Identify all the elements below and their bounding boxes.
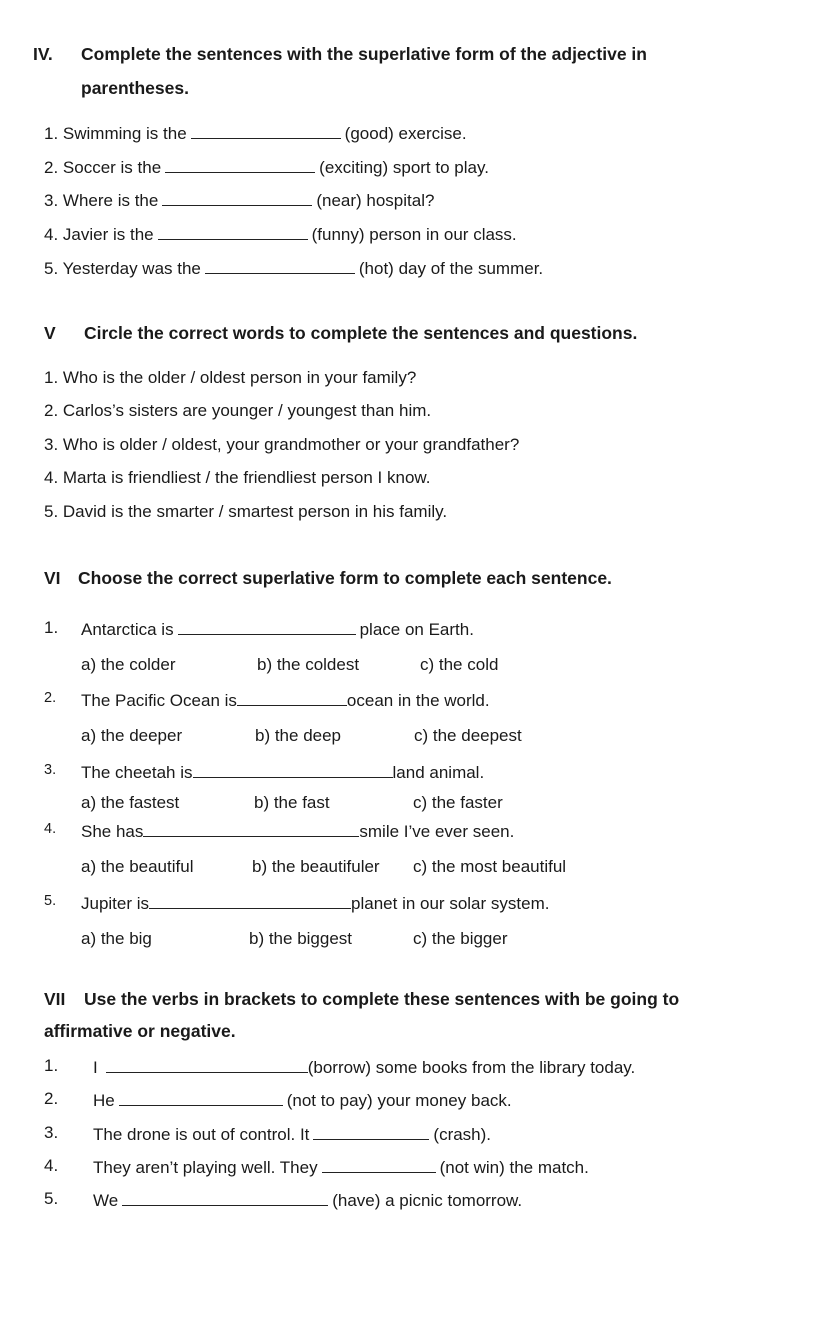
s6-item-1-option-c[interactable]: c) the cold [420,655,499,674]
s4-item-4-blank[interactable] [158,223,308,240]
s6-item-2-option-b[interactable]: b) the deep [255,726,342,745]
section-7-number: VII [44,989,66,1009]
s6-item-5-option-c[interactable]: c) the bigger [413,929,508,948]
s7-item-3 [93,1123,491,1145]
s4-item-5-post: (hot) day of the summer. [358,259,544,278]
s5-item-5: 5. David is the smarter / smartest person in his family. [44,502,448,521]
s7-item-1-post: (borrow) some books from the library today. [307,1058,636,1077]
s4-item-1-pre: 1. Swimming is the [44,124,187,143]
section-6-number: VI [44,568,61,588]
s7-item-3-pre: The drone is out of control. It [93,1125,310,1144]
s4-item-3-pre: 3. Where is the [44,191,159,210]
s4-item-5-pre: 5. Yesterday was the [44,259,201,278]
s7-item-5-pre: We [93,1191,119,1210]
s5-item-3: 3. Who is older / oldest, your grandmother or your grandfather? [44,435,520,454]
s6-item-5-option-a[interactable]: a) the big [81,929,152,948]
s6-item-3 [81,761,484,783]
s4-item-1-blank[interactable] [191,122,341,139]
s6-item-2-post: ocean in the world. [346,691,490,710]
s4-item-3 [44,189,434,211]
s7-item-4-number: 4. [44,1156,59,1175]
section-5-number: V [44,323,56,343]
s4-item-2-pre: 2. Soccer is the [44,158,162,177]
s6-item-2-option-c[interactable]: c) the deepest [414,726,522,745]
s7-item-1-pre: I [93,1058,98,1077]
section-4-number: IV. [33,44,53,64]
s6-item-4 [81,820,514,842]
s6-item-3-option-c[interactable]: c) the faster [413,793,503,812]
s5-item-4: 4. Marta is friendliest / the friendliest person I know. [44,468,431,487]
s6-item-1-number: 1. [44,618,59,637]
s6-item-4-option-a[interactable]: a) the beautiful [81,857,194,876]
s6-item-1-pre: Antarctica is [81,620,174,639]
s7-item-4-blank[interactable] [322,1156,436,1173]
s6-item-5-blank[interactable] [149,892,351,909]
s6-item-5-pre: Jupiter is [81,894,150,913]
s7-item-4-pre: They aren’t playing well. They [93,1158,318,1177]
s4-item-4-pre: 4. Javier is the [44,225,154,244]
s7-item-2-post: (not to pay) your money back. [286,1091,512,1110]
s6-item-1-option-b[interactable]: b) the coldest [257,655,360,674]
s6-item-5-post: planet in our solar system. [351,894,550,913]
s6-item-3-option-b[interactable]: b) the fast [254,793,330,812]
s6-item-1 [81,618,474,640]
s4-item-2-blank[interactable] [165,156,315,173]
s4-item-2-post: (exciting) sport to play. [319,158,489,177]
s4-item-5-blank[interactable] [205,257,355,274]
s6-item-2-pre: The Pacific Ocean is [81,691,237,710]
section-5-heading: Circle the correct words to complete the sentences and questions. [84,323,638,343]
s7-item-2 [93,1089,512,1111]
s7-item-5-post: (have) a picnic tomorrow. [332,1191,523,1210]
s6-item-5-option-b[interactable]: b) the biggest [249,929,353,948]
s6-item-2-number: 2. [44,690,57,706]
s4-item-3-blank[interactable] [162,189,312,206]
s6-item-3-number: 3. [44,762,57,778]
section-4-heading-line2: parentheses. [81,78,189,98]
s5-item-1: 1. Who is the older / oldest person in your family? [44,368,417,387]
s6-item-5 [81,892,549,914]
s7-item-5-blank[interactable] [122,1189,328,1206]
s4-item-4-post: (funny) person in our class. [311,225,517,244]
s7-item-5 [93,1189,522,1211]
s6-item-3-option-a[interactable]: a) the fastest [81,793,180,812]
s5-item-2: 2. Carlos’s sisters are younger / youngest than him. [44,401,432,420]
s4-item-3-post: (near) hospital? [316,191,435,210]
s4-item-1-post: (good) exercise. [344,124,467,143]
s6-item-4-blank[interactable] [143,820,359,837]
s7-item-1-number: 1. [44,1056,59,1075]
s7-item-5-number: 5. [44,1189,59,1208]
s6-item-2 [81,689,490,711]
s6-item-4-post: smile I’ve ever seen. [359,822,515,841]
s6-item-5-number: 5. [44,893,57,909]
s6-item-3-post: land animal. [392,763,485,782]
section-7-heading-line2: affirmative or negative. [44,1021,236,1041]
s4-item-1 [44,122,467,144]
s7-item-3-blank[interactable] [313,1123,429,1140]
section-7-heading-line1: Use the verbs in brackets to complete these sentences with be going to [84,989,680,1009]
s7-item-4-post: (not win) the match. [439,1158,589,1177]
s6-item-1-option-a[interactable]: a) the colder [81,655,176,674]
s7-item-3-number: 3. [44,1123,59,1142]
s7-item-2-number: 2. [44,1089,59,1108]
s4-item-4 [44,223,517,245]
s4-item-2 [44,156,489,178]
section-6-heading: Choose the correct superlative form to complete each sentence. [78,568,612,588]
s7-item-3-post: (crash). [433,1125,492,1144]
s6-item-1-post: place on Earth. [359,620,474,639]
s6-item-4-number: 4. [44,821,57,837]
s4-item-5 [44,257,543,279]
s7-item-2-pre: He [93,1091,115,1110]
s7-item-4 [93,1156,589,1178]
s7-item-1-blank[interactable] [106,1056,308,1073]
s6-item-4-option-b[interactable]: b) the beautifuler [252,857,380,876]
s6-item-1-blank[interactable] [178,618,356,635]
s6-item-2-option-a[interactable]: a) the deeper [81,726,183,745]
s6-item-3-blank[interactable] [193,761,393,778]
s6-item-3-pre: The cheetah is [81,763,193,782]
s6-item-4-pre: She has [81,822,144,841]
s6-item-2-blank[interactable] [237,689,347,706]
s7-item-2-blank[interactable] [119,1089,283,1106]
section-4-heading-line1: Complete the sentences with the superlative form of the adjective in [81,44,647,64]
s7-item-1 [93,1056,635,1078]
s6-item-4-option-c[interactable]: c) the most beautiful [413,857,567,876]
